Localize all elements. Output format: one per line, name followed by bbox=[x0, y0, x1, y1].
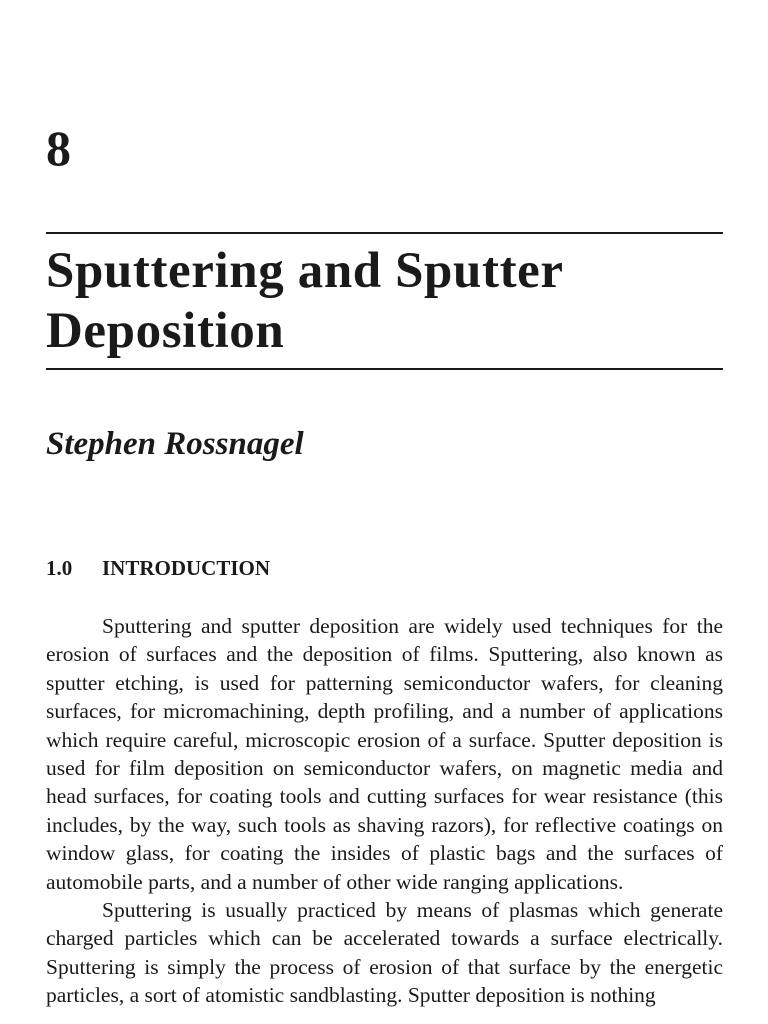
section-heading bbox=[46, 554, 270, 582]
chapter-title: Sputtering and Sputter Deposition bbox=[46, 243, 563, 359]
paragraph: Sputtering and sputter deposition are widely used techniques for the erosion of surfaces and the deposition of films. Sputtering, also known as sputter etching, is used for patterning semiconductor wafers, for cleaning surfaces, for micromachining, depth profiling, and a number of applications which require careful, microscopic erosion of a surface. Sputter deposition is used for film deposition on semiconductor wafers, on magnetic media and head surfaces, for coating tools and cutting surfaces for wear resistance (this includes, by the way, such tools as shaving razors), for reflective coatings on window glass, for coating the insides of plastic bags and the surfaces of automobile parts, and a number of other wide ranging applications. bbox=[46, 614, 723, 894]
paragraph: Sputtering is usually practiced by means of plasmas which generate charged particles which can be accelerated towards a surface electrically. Sputtering is simply the process of erosion of that surface by the energetic particles, a sort of atomistic sandblasting. Sputter deposition is nothing bbox=[46, 898, 723, 1008]
section-number: 1.0 bbox=[46, 556, 73, 580]
chapter-number: 8 bbox=[46, 120, 71, 176]
document-page bbox=[46, 0, 723, 1024]
author-name: Stephen Rossnagel bbox=[46, 426, 304, 462]
section-title: INTRODUCTION bbox=[102, 556, 271, 580]
title-bottom-rule bbox=[46, 368, 723, 370]
title-top-rule bbox=[46, 232, 723, 234]
body-text bbox=[46, 612, 723, 1010]
